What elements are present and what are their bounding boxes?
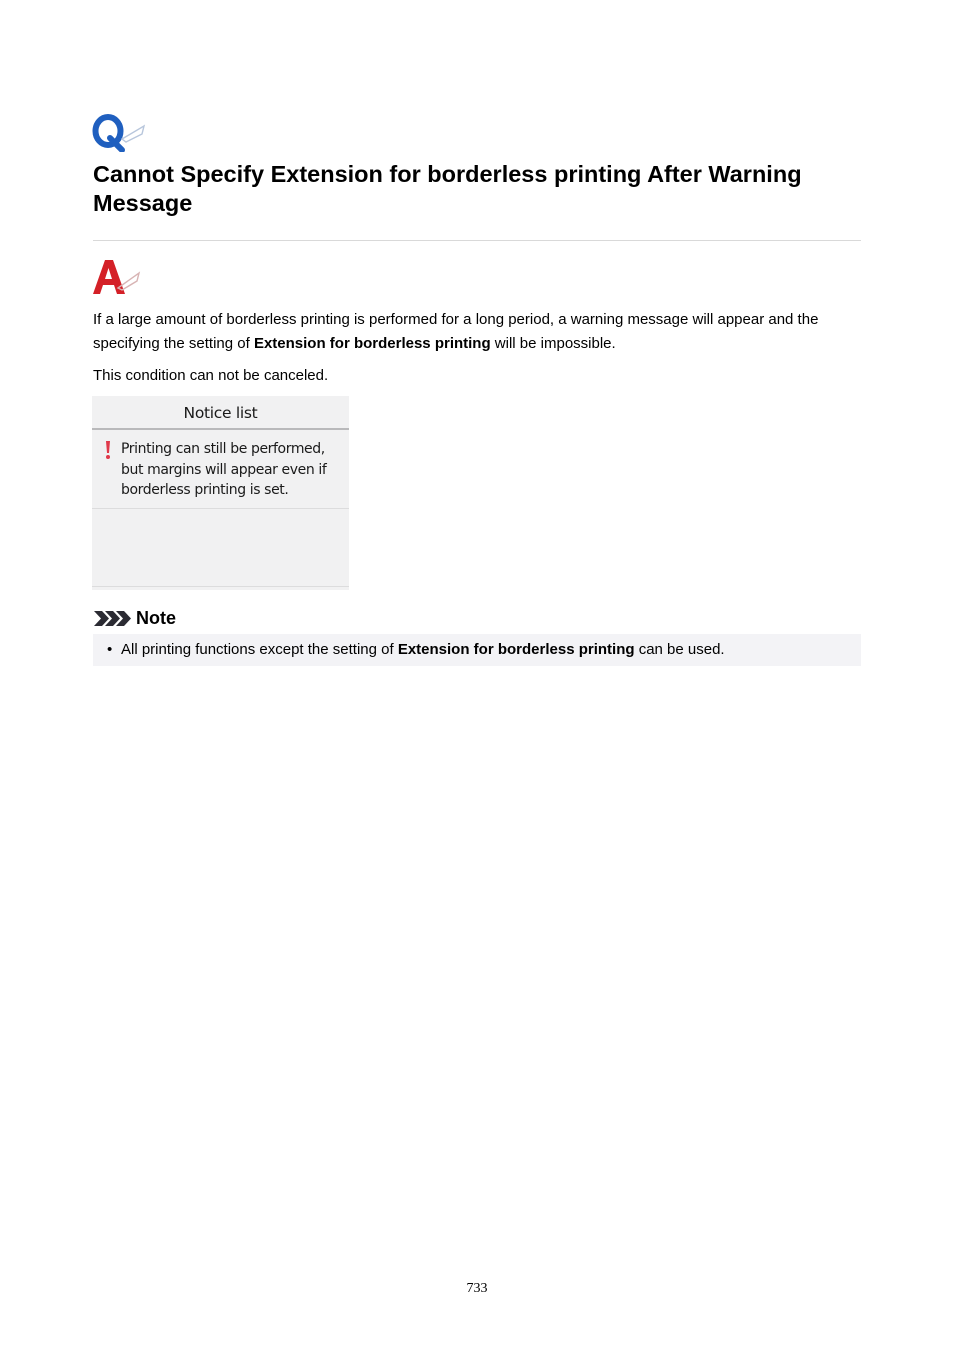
explanation-text: If a large amount of borderless printing is performed for a long period, a warning message will appear and the specifying the setting of: [93, 311, 819, 352]
question-q-icon: [92, 112, 148, 152]
explanation-paragraph: [93, 308, 861, 356]
bullet-icon: •: [107, 641, 113, 658]
note-list-item: [107, 638, 725, 662]
title-divider: [93, 240, 861, 241]
cancel-condition-text: This condition can not be canceled.: [93, 367, 329, 384]
extension-setting-name: Extension for borderless printing: [397, 641, 635, 658]
note-box: [93, 634, 861, 666]
explanation-text-end: will be impossible.: [490, 335, 616, 352]
page-number: 733: [466, 1281, 488, 1296]
list-divider: [92, 586, 349, 587]
note-arrows-icon: [93, 610, 133, 627]
screen-title-divider: [92, 428, 349, 430]
list-divider: [92, 508, 349, 509]
exclamation-icon: [104, 440, 112, 460]
note-text-end: can be used.: [634, 641, 725, 658]
notice-list-screenshot: [92, 396, 349, 590]
notice-list-title: Notice list: [183, 404, 258, 422]
note-text: All printing functions except the setting of: [121, 641, 398, 658]
answer-a-icon: [92, 258, 142, 296]
extension-setting-name: Extension for borderless printing: [253, 335, 491, 352]
warning-message: Printing can still be performed, but margins will appear even if borderless printing is set.: [121, 441, 327, 498]
page-title: Cannot Specify Extension for borderless printing After Warning Message: [93, 161, 802, 216]
note-label: Note: [136, 608, 176, 628]
